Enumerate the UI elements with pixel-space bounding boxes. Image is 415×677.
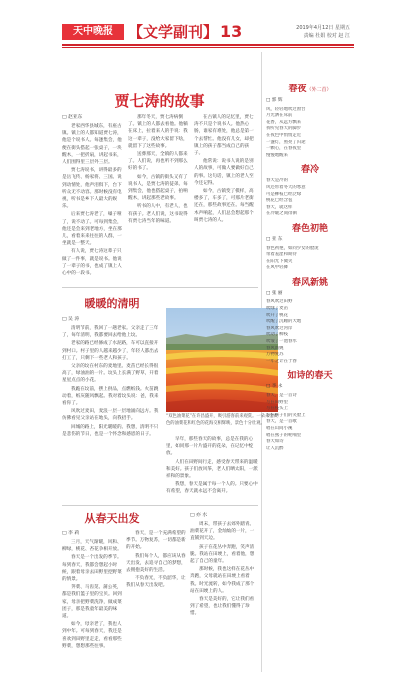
poem <box>266 84 354 159</box>
story1-column-1 <box>62 114 124 282</box>
story-byline: □ 吴 涛 <box>62 317 80 322</box>
poem-line: 吹绿了麦苗 <box>266 306 288 312</box>
paragraph: 春天是美好的，它让我们看到了希望，也让我们懂得了珍惜。 <box>190 597 255 617</box>
poem-line: 可是柳枝已经泛绿 <box>266 191 302 197</box>
poem-author: □ 张 丽 <box>266 290 283 296</box>
paragraph: 不负春光，不负韶华，让我们从春天出发吧。 <box>126 576 186 589</box>
poem <box>266 165 354 218</box>
poem-line: 唱在燕子的呢喃里 <box>266 432 302 438</box>
paragraph: 他常说：说书人说的是别人的故事，可做人要做好自己的事。这句话，镇上的老人至今还记得。 <box>194 159 254 186</box>
paragraph: 我们每个人，都应该从春天出发，去追寻自己的梦想，去拥抱美好的生活。 <box>126 553 186 574</box>
paragraph: 风吹过麦田，麦浪一层一层地涌向远方。我仿佛看见父亲站在地头，向我招手。 <box>62 409 159 422</box>
story-title: 暖暖的清明 <box>84 297 140 310</box>
masthead-rule-thin <box>62 47 354 48</box>
poem-line: 花香，从远方飘来 <box>266 119 302 125</box>
paragraph: 老家的路已经修成了水泥路，车可以直接开到村口。村子里的人越来越少了，年轻人都出去打工了，只剩下一些老人和孩子。 <box>62 341 159 361</box>
poem-title: 如诗的春天 <box>287 371 333 382</box>
poem-line: 慢慢地醒来 <box>266 152 288 158</box>
date-line: 2019年4月12日 星期五 <box>296 25 350 31</box>
poem-title-text: 春夜 <box>288 84 307 94</box>
paragraph: 孩子在花丛中奔跑，笑声清脆。我站在田埂上，看着他，想起了自己的童年。 <box>190 544 255 565</box>
poem-line: 在阳光下微笑 <box>266 258 293 264</box>
section-divider <box>62 287 258 288</box>
poem-subtitle: （外二首） <box>306 87 332 93</box>
poem-line: 吹开了桃花 <box>266 312 288 318</box>
paragraph: 回城的路上，阳光暖暖的。我想，清明不只是悲伤的节日，也是一个怀念和感恩的日子。 <box>62 424 159 437</box>
poem-line: 风还带着冬天的寒意 <box>266 184 306 190</box>
poem-line: 带着羞涩和期待 <box>266 252 297 258</box>
story3-column-2 <box>126 530 186 672</box>
paragraph: 早年，那些春天的故事，总是在我的心里，如同那一片片盛开的花朵，在记忆中绽放。 <box>166 437 254 457</box>
poem-line: 吹皱了一池春水 <box>266 339 297 345</box>
poem-line: 春风吹过河岸 <box>266 325 293 331</box>
poems-column <box>266 84 354 672</box>
poem-title: 春冷 <box>300 165 319 176</box>
paragraph: 荠菜、马齿苋、蒲公英，都是我们篮子里的宝贝。回到家，母亲把野菜洗净，做成菜团子，那是我童年最美的味道。 <box>62 585 122 620</box>
paragraph: 父亲的坟在村东的麦地里。麦苗已经长得很高了，绿油油的一片。坟头上长满了野草，开着星星点点的小花。 <box>62 364 159 384</box>
paragraph: 那时候，我也这样在花丛中奔跑，父母就站在田埂上看着我。时光流转，如今我成了那个站在田埂上的人。 <box>190 567 255 594</box>
poem-line: 春风吹过田野 <box>266 299 293 305</box>
paragraph: 我跪在坟前，摆上供品，点燃纸钱。火苗跳动着，纸灰随风飘起。我对着坟头说：爸，我来看你了。 <box>62 386 159 407</box>
poem <box>266 278 354 366</box>
poem-author: □ 郭 辉 <box>266 98 283 103</box>
paragraph: 那年冬天，贾七涛病倒了。镇上的人都去看他。他躺在床上，拉着来人的手说：我这一辈子，没给大家留下啥，就留下了这些故事。 <box>128 115 188 149</box>
poem-line: 一盏灯，照亮了归途 <box>266 139 306 145</box>
poem-line: 写在枝头上 <box>266 406 288 412</box>
paragraph: 周末，带孩子去郊外踏青。油菜花开了，金灿灿的一片，一直铺到天边。 <box>190 522 255 542</box>
story1-column-2 <box>128 114 190 282</box>
poem-line: 春天，就这样 <box>266 204 293 210</box>
poem-line: 我听见春天的脚步 <box>266 126 302 132</box>
poem-line: 让人沉醉 <box>266 445 284 451</box>
poem-line: 春天如诗 <box>266 439 284 445</box>
paragraph: 听书的人中，有老人，也有孩子。老人们说，这书说得有贾七涛当年的味道。 <box>128 204 188 224</box>
flower-field-photo <box>166 308 278 412</box>
poem-line: 在风中轻舞 <box>266 265 288 271</box>
paragraph: 后来贾七涛老了，嗓子哑了，说不动了。可每到集会，他还是会来到老地方，坐在那儿，看着来来往往的人群，一坐就是一整天。 <box>62 212 122 247</box>
poem-line: 在夜色中悄悄走近 <box>266 132 302 138</box>
masthead <box>62 19 354 45</box>
story3-column-1 <box>62 530 122 672</box>
poem-line: 春天是冷的 <box>266 178 288 184</box>
poem-line: 一颗心，在春夜里 <box>266 146 302 152</box>
story-title: 贾七涛的故事 <box>114 92 205 110</box>
section-title: 【文学副刊】 <box>128 23 219 41</box>
paragraph: 清明节前，我回了一趟老家。父亲走了三年了，每年清明，我都要回去给他上坟。 <box>62 326 159 339</box>
paragraph: 春天，是一个充满希望的季节。万物复苏，一切都是新的开始。 <box>126 531 186 551</box>
poem-line: 吹醒了沉睡的大地 <box>266 319 302 325</box>
paragraph: 春天是一个出发的季节。每到春天，我都会想起小时候，跟着母亲去田野里挖野菜的情景。 <box>62 555 122 583</box>
poem-line: 写在田野里 <box>266 399 288 405</box>
paragraph: 如今，古镇的街头又有了说书人，是贾七涛的徒弟。每到集会，他也搭起桌子，拍响醒木，讲起那些老故事。 <box>128 174 188 202</box>
poem-title: 春色初艳 <box>291 223 328 234</box>
poem-line: 唱在山间小溪 <box>266 425 293 431</box>
masthead-rule <box>62 44 354 46</box>
story-title: 从春天出发 <box>84 512 140 525</box>
photo-caption: “双色油菜花”在许昌盛开，吸引游客前来观赏。一朵朵金黄色的油菜花和红色的花海交相辉映，景色十分壮观。 <box>166 414 278 426</box>
story1-column-3 <box>194 114 258 282</box>
paragraph: 有人说，贾七涛这辈子只做了一件事，就是说书。他说了一辈子的书，也成了镇上人心中的一段书。 <box>62 249 122 277</box>
poem-line: 春天，是一首诗 <box>266 393 297 398</box>
newspaper-logo: 天中晚报 <box>62 24 124 40</box>
paragraph: 如今，母亲老了，我也人到中年。可每到春天，我还是喜欢到田野里走走，看看那些野菜，想想那些往事。 <box>62 622 122 649</box>
story2-column <box>62 316 162 498</box>
paragraph: 我想，春天是属于每一个人的。只要心中有希望，春天就永远不会离开。 <box>166 482 258 495</box>
poem <box>266 371 354 452</box>
section-divider <box>62 505 258 506</box>
poem-line: 月光洒在床前 <box>266 113 293 119</box>
poem-line: 万物复苏 <box>266 352 284 358</box>
poem-line: 风，轻轻地吹过窗台 <box>266 106 306 112</box>
paragraph: 贾七涛说书，讲得最多的是岳飞传、杨家将、三国。说到动情处，他声泪俱下，台下听众无不动容。那时候没有电视，听书是乡下人最大的娱乐。 <box>62 168 122 210</box>
story5-column <box>190 512 258 672</box>
poem-line: 春天，是一首歌 <box>266 419 297 425</box>
paragraph: 三月，天气渐暖，风和、柳绿，桃花、杏花争相开放。 <box>62 540 122 553</box>
poem-line: 吹动了柳枝 <box>266 332 288 338</box>
poem-author: □ 亚 东 <box>266 236 283 242</box>
paragraph: 在古镇人的记忆里，贾七涛不只是个说书人。他热心肠，谁家有难处，他总是第一个去帮忙。他没有儿女，却把镇上的孩子都当成自己的孩子。 <box>194 115 254 157</box>
poem-line: 春色初艳，如同少女的脸庞 <box>266 245 319 251</box>
poem-title <box>266 84 354 96</box>
poem-line: 写在孩子们的笑脸上 <box>266 412 306 418</box>
story-byline: □ 李 莉 <box>62 531 80 536</box>
story4-column <box>166 436 258 502</box>
poem-line: 在冷暖之间徘徊 <box>266 211 297 217</box>
poem <box>266 224 354 272</box>
poem-title: 春风新姚 <box>291 277 328 288</box>
page-number: 13 <box>220 22 243 41</box>
poem-line: 桃花已经含苞 <box>266 198 293 204</box>
poem-line: 春风新姚 <box>266 345 284 351</box>
story-byline: □ 亦 水 <box>190 513 208 518</box>
editor-line: 责编 杜娟 校对 赵 江 <box>303 33 350 39</box>
story-byline: □ 赵亚东 <box>62 115 83 120</box>
poem-author: □ 李 永 <box>266 384 283 390</box>
poem-line: 一年之计在于春 <box>266 358 297 364</box>
paragraph: 老家西华县城东，有座古镇。镇上的人都知道贾七涛，他是个说书人。每逢集会，他便在街头搭起一张桌子，一块醒木，一把折扇，讲起书来，人们围得里三层外三层。 <box>62 124 122 166</box>
paragraph: 送葬那天，全镇的人都来了。人们说，再也听不到那么好的书了。 <box>128 152 188 172</box>
paragraph: 人们在田野间行走，感受春天带来的温暖和美好。孩子们放风筝，老人们晒太阳，一派祥和的景象。 <box>166 459 258 480</box>
paragraph: 如今，古镇变了模样，高楼多了，车多了，可那片老街还在，那些故事还在。每当醒木声响起，人们总会想起那个叫贾七涛的人。 <box>194 189 254 223</box>
